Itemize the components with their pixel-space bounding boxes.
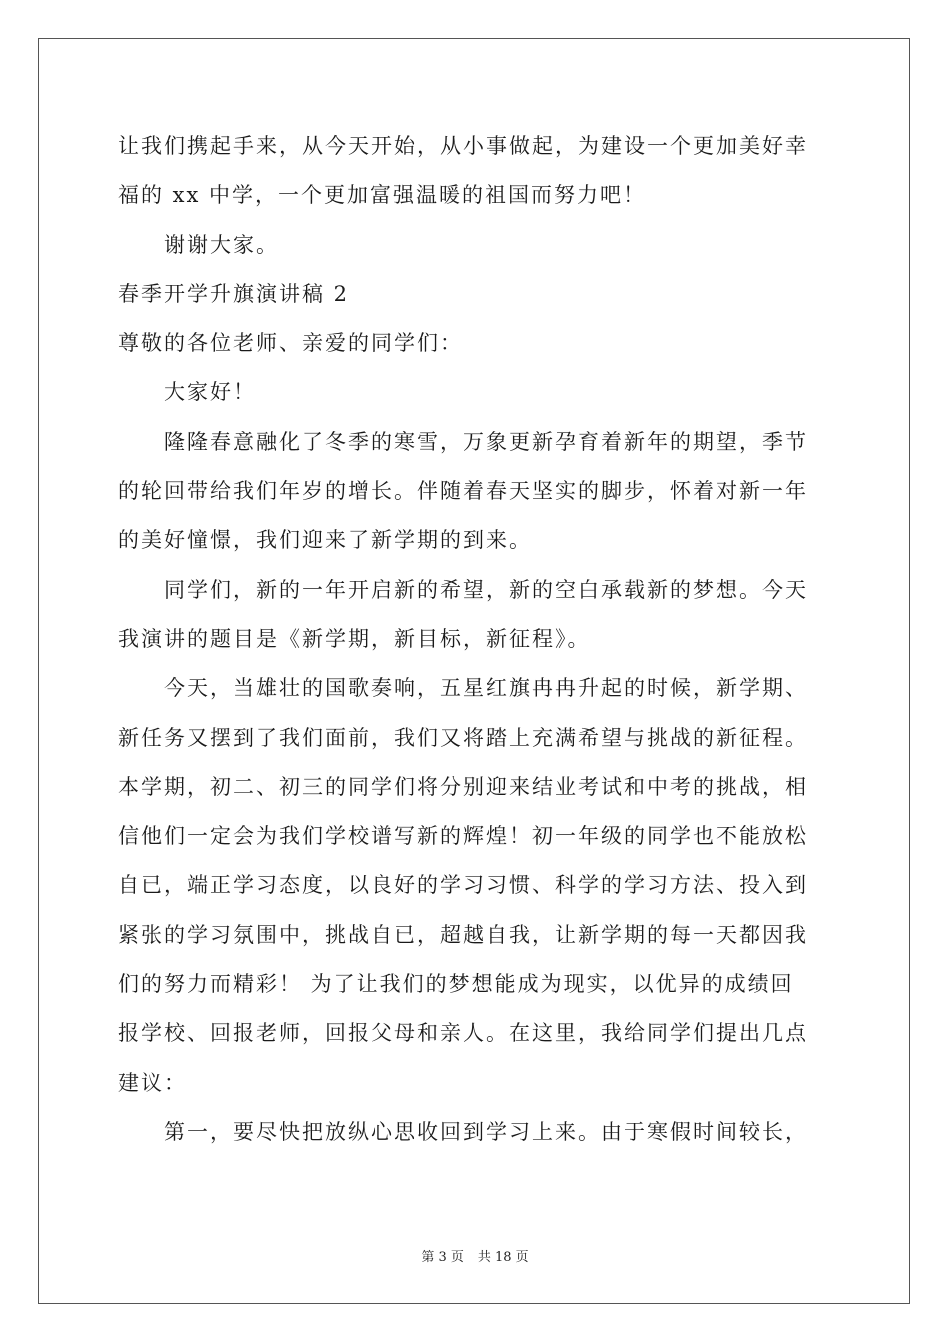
page-number: 第 3 页: [421, 1250, 464, 1265]
text-line: 让我们携起手来，从今天开始，从小事做起，为建设一个更加美好幸: [118, 134, 808, 158]
text-line: 福的 xx 中学，一个更加富强温暖的祖国而努力吧！: [118, 183, 647, 208]
text-line: 大家好！: [164, 380, 256, 405]
text-line: 的美好憧憬，我们迎来了新学期的到来。: [118, 528, 532, 553]
text-line: 我演讲的题目是《新学期，新目标，新征程》。: [118, 626, 591, 651]
text-line: 本学期，初二、初三的同学们将分别迎来结业考试和中考的挑战，相: [118, 774, 808, 799]
text-line: 尊敬的各位老师、亲爱的同学们：: [118, 331, 463, 356]
page-total: 共 18 页: [477, 1250, 529, 1265]
text-line: 新任务又摆到了我们面前，我们又将踏上充满希望与挑战的新征程。: [118, 725, 808, 750]
document-body: [118, 122, 834, 1157]
text-line: 自已，端正学习态度，以良好的学习习惯、科学的学习方法、投入到: [118, 873, 808, 898]
text-line: 信他们一定会为我们学校谱写新的辉煌！初一年级的同学也不能放松: [118, 824, 808, 849]
text-line: 的轮回带给我们年岁的增长。伴随着春天坚实的脚步，怀着对新一年: [118, 479, 808, 504]
text-line: 第一，要尽快把放纵心思收回到学习上来。由于寒假时间较长，: [164, 1119, 808, 1144]
page-footer: [0, 1246, 950, 1265]
text-line: 谢谢大家。: [164, 232, 279, 257]
text-line: 们的努力而精彩！ 为了让我们的梦想能成为现实，以优异的成绩回: [118, 972, 794, 997]
text-line: 紧张的学习氛围中，挑战自已，超越自我，让新学期的每一天都因我: [118, 922, 808, 947]
text-line: 隆隆春意融化了冬季的寒雪，万象更新孕育着新年的期望，季节: [164, 429, 808, 454]
text-line: 报学校、回报老师，回报父母和亲人。在这里，我给同学们提出几点: [118, 1021, 808, 1046]
text-line: 同学们，新的一年开启新的希望，新的空白承载新的梦想。今天: [164, 577, 808, 602]
text-line: 建议：: [118, 1070, 187, 1095]
text-line: 今天，当雄壮的国歌奏响，五星红旗冉冉升起的时候，新学期、: [164, 676, 808, 701]
text-line: 春季开学升旗演讲稿 2: [118, 281, 350, 306]
